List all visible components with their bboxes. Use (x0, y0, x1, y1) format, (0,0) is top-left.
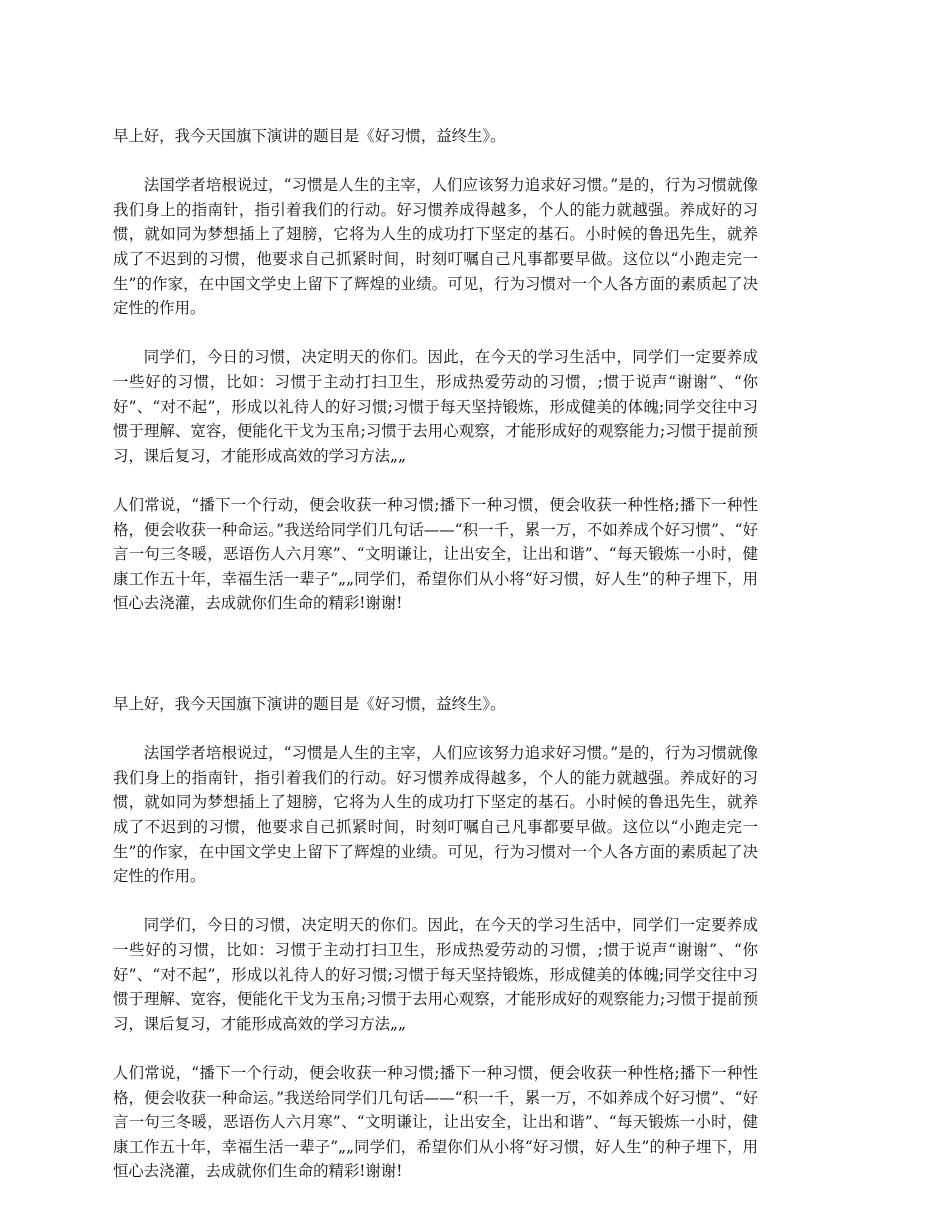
speech-title: 早上好，我今天国旗下演讲的题目是《好习惯，益终生》。 (113, 695, 506, 713)
paragraph-good-habits: 同学们，今日的习惯，决定明天的你们。因此，在今天的学习生活中，同学们一定要养成一些好的习惯，比如：习惯于主动打扫卫生，形成热爱劳动的习惯，;惯于说声“谢谢”、“你好”、“对不起”，形成以礼待人的好习惯;习惯于每天坚持锻炼，形成健美的体魄;同学交往中习惯于理解、宽容，便能化干戈为玉帛;习惯于去用心观察，才能形成好的观察能力;习惯于提前预习，课后复习，才能形成高效的学习方法„„ (113, 916, 758, 1033)
paragraph-closing: 人们常说，“播下一个行动，便会收获一种习惯;播下一种习惯，便会收获一种性格;播下一种性格，便会收获一种命运。”我送给同学们几句话——“积一千，累一万，不如养成个好习惯”、“好言一句三冬暖，恶语伤人六月寒”、“文明谦让，让出安全，让出和谐”、“每天锻炼一小时，健康工作五十年，幸福生活一辈子”„„同学们，希望你们从小将“好习惯，好人生”的种子埋下，用恒心去浇灌，去成就你们生命的精彩!谢谢! (113, 1063, 758, 1181)
paragraph-closing: 人们常说，“播下一个行动，便会收获一种习惯;播下一种习惯，便会收获一种性格;播下一种性格，便会收获一种命运。”我送给同学们几句话——“积一千，累一万，不如养成个好习惯”、“好言一句三冬暖，恶语伤人六月寒”、“文明谦让，让出安全，让出和谐”、“每天锻炼一小时，健康工作五十年，幸福生活一辈子”„„同学们，希望你们从小将“好习惯，好人生”的种子埋下，用恒心去浇灌，去成就你们生命的精彩!谢谢! (113, 495, 758, 613)
speech-text-block (113, 124, 758, 640)
speech-title: 早上好，我今天国旗下演讲的题目是《好习惯，益终生》。 (113, 127, 506, 145)
speech-text-block-repeat (113, 692, 758, 1181)
paragraph-bacon-quote: 法国学者培根说过，“习惯是人生的主宰，人们应该努力追求好习惯。”是的，行为习惯就像我们身上的指南针，指引着我们的行动。好习惯养成得越多，个人的能力就越强。养成好的习惯，就如同为梦想插上了翅膀，它将为人生的成功打下坚定的基石。小时候的鲁迅先生，就养成了不迟到的习惯，他要求自己抓紧时间，时刻叮嘱自己凡事都要早做。这位以“小跑走完一生”的作家，在中国文学史上留下了辉煌的业绩。可见，行为习惯对一个人各方面的素质起了决定性的作用。 (113, 744, 758, 886)
paragraph-good-habits: 同学们，今日的习惯，决定明天的你们。因此，在今天的学习生活中，同学们一定要养成一些好的习惯，比如：习惯于主动打扫卫生，形成热爱劳动的习惯，;惯于说声“谢谢”、“你好”、“对不起”，形成以礼待人的好习惯;习惯于每天坚持锻炼，形成健美的体魄;同学交往中习惯于理解、宽容，便能化干戈为玉帛;习惯于去用心观察，才能形成好的观察能力;习惯于提前预习，课后复习，才能形成高效的学习方法„„ (113, 348, 758, 465)
paragraph-bacon-quote: 法国学者培根说过，“习惯是人生的主宰，人们应该努力追求好习惯。”是的，行为习惯就像我们身上的指南针，指引着我们的行动。好习惯养成得越多，个人的能力就越强。养成好的习惯，就如同为梦想插上了翅膀，它将为人生的成功打下坚定的基石。小时候的鲁迅先生，就养成了不迟到的习惯，他要求自己抓紧时间，时刻叮嘱自己凡事都要早做。这位以“小跑走完一生”的作家，在中国文学史上留下了辉煌的业绩。可见，行为习惯对一个人各方面的素质起了决定性的作用。 (113, 176, 758, 318)
